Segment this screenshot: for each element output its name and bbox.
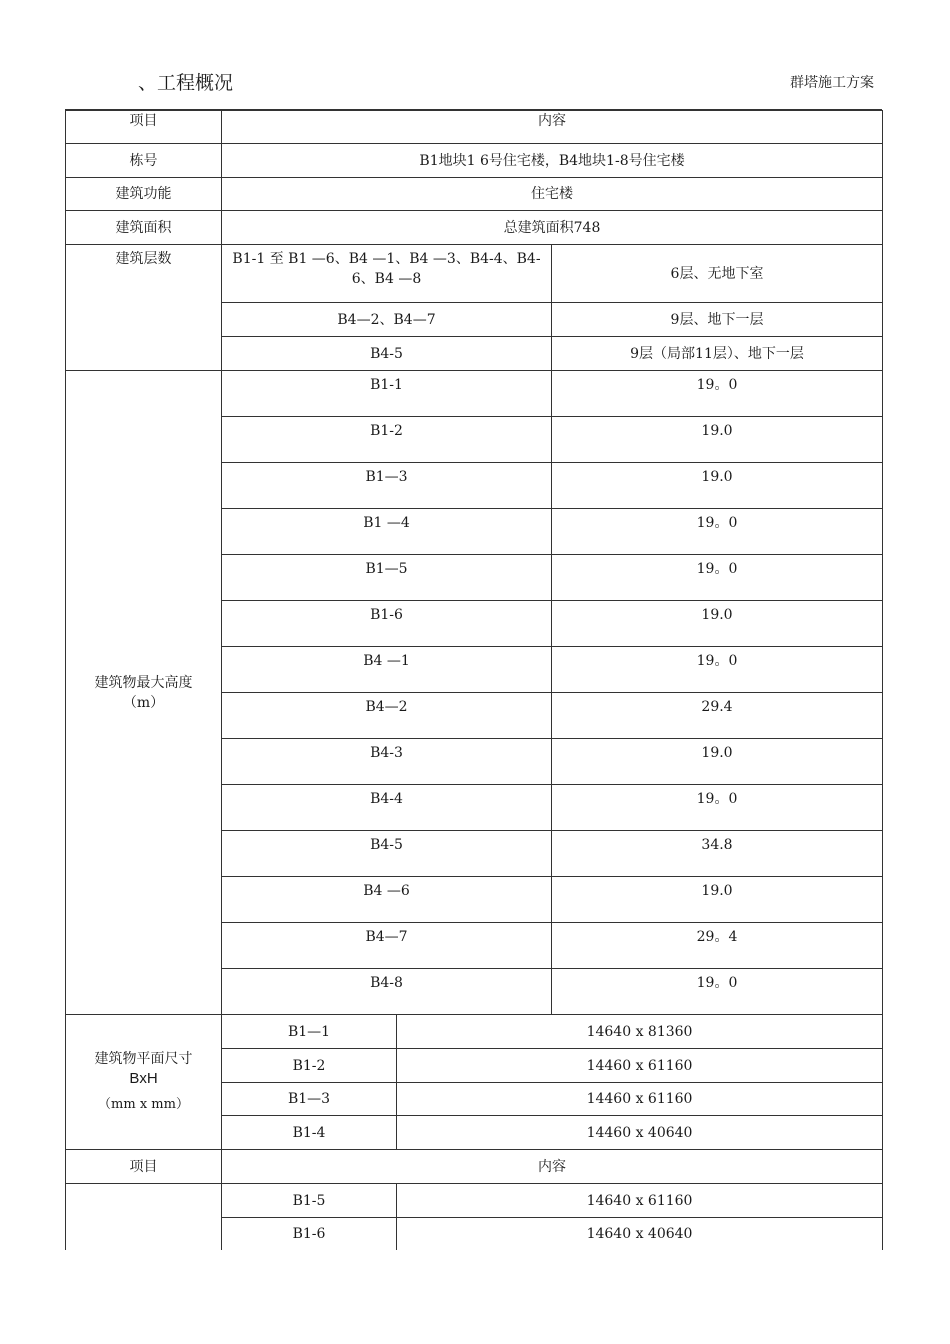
row-plan-continued — [66, 1184, 883, 1218]
floors-value: 9层、地下一层 — [552, 303, 883, 337]
plan-value: 14460 x 61160 — [397, 1049, 883, 1083]
plan-value: 14640 x 40640 — [397, 1218, 883, 1250]
height-building: B1—5 — [222, 555, 552, 601]
row-function — [66, 178, 883, 211]
floors-buildings: B4-5 — [222, 337, 552, 371]
plan-value: 14640 x 81360 — [397, 1015, 883, 1049]
plan-label-bxh: BxH — [129, 1070, 158, 1087]
height-value: 19。0 — [552, 785, 883, 831]
height-building: B4 —1 — [222, 647, 552, 693]
plan-building: B1-5 — [222, 1184, 397, 1218]
table-header-row — [66, 111, 883, 144]
height-building: B1—3 — [222, 463, 552, 509]
height-value: 19.0 — [552, 417, 883, 463]
height-building: B4—7 — [222, 923, 552, 969]
table-header-row-repeat — [66, 1150, 883, 1184]
height-building: B4-8 — [222, 969, 552, 1015]
plan-building: B1—3 — [222, 1083, 397, 1116]
height-building: B4—2 — [222, 693, 552, 739]
header-content: 内容 — [222, 111, 883, 144]
height-unit: （m） — [122, 694, 165, 711]
row-floors-1 — [66, 245, 883, 303]
height-building: B1-2 — [222, 417, 552, 463]
document-header-title: 群塔施工方案 — [790, 75, 874, 91]
label-building-no: 栋号 — [66, 144, 222, 178]
height-building: B4-3 — [222, 739, 552, 785]
floors-buildings: B4—2、B4—7 — [222, 303, 552, 337]
value-building-no: B1地块1 6号住宅楼，B4地块1-8号住宅楼 — [222, 144, 883, 178]
label-plan-continued — [66, 1184, 222, 1250]
height-value: 19.0 — [552, 739, 883, 785]
height-label-text: 建筑物最大高度 — [94, 674, 193, 691]
floors-value: 6层、无地下室 — [552, 245, 883, 303]
row-plan — [66, 1015, 883, 1049]
row-building-no — [66, 144, 883, 178]
height-value: 29。4 — [552, 923, 883, 969]
plan-value: 14460 x 40640 — [397, 1116, 883, 1150]
label-area: 建筑面积 — [66, 211, 222, 245]
height-building: B4-4 — [222, 785, 552, 831]
height-value: 19。0 — [552, 969, 883, 1015]
plan-building: B1-2 — [222, 1049, 397, 1083]
label-height — [66, 371, 222, 1015]
row-area — [66, 211, 883, 245]
label-plan — [66, 1015, 222, 1150]
height-value: 34.8 — [552, 831, 883, 877]
header-item: 项目 — [66, 111, 222, 144]
plan-unit: （mm x mm） — [98, 1097, 189, 1112]
row-height — [66, 371, 883, 417]
header-item: 项目 — [66, 1150, 222, 1184]
height-building: B1-1 — [222, 371, 552, 417]
floors-buildings: B1-1 至 B1 —6、B4 —1、B4 —3、B4-4、B4-6、B4 —8 — [222, 245, 552, 303]
plan-label-text: 建筑物平面尺寸 — [94, 1051, 193, 1067]
plan-building: B1—1 — [222, 1015, 397, 1049]
height-value: 19。0 — [552, 509, 883, 555]
height-value: 19.0 — [552, 877, 883, 923]
header-content: 内容 — [222, 1150, 883, 1184]
plan-building: B1-6 — [222, 1218, 397, 1250]
height-value: 19.0 — [552, 601, 883, 647]
height-value: 19。0 — [552, 371, 883, 417]
height-building: B1-6 — [222, 601, 552, 647]
height-value: 29.4 — [552, 693, 883, 739]
value-function: 住宅楼 — [222, 178, 883, 211]
project-overview-table — [65, 110, 883, 1250]
height-building: B4 —6 — [222, 877, 552, 923]
height-value: 19。0 — [552, 647, 883, 693]
label-floors: 建筑层数 — [66, 245, 222, 371]
plan-building: B1-4 — [222, 1116, 397, 1150]
height-building: B1 —4 — [222, 509, 552, 555]
section-title: 、工程概况 — [138, 72, 234, 94]
height-value: 19。0 — [552, 555, 883, 601]
value-area: 总建筑面积748 — [222, 211, 883, 245]
height-value: 19.0 — [552, 463, 883, 509]
floors-value: 9层（局部11层）、地下一层 — [552, 337, 883, 371]
plan-value: 14640 x 61160 — [397, 1184, 883, 1218]
plan-value: 14460 x 61160 — [397, 1083, 883, 1116]
height-building: B4-5 — [222, 831, 552, 877]
label-function: 建筑功能 — [66, 178, 222, 211]
